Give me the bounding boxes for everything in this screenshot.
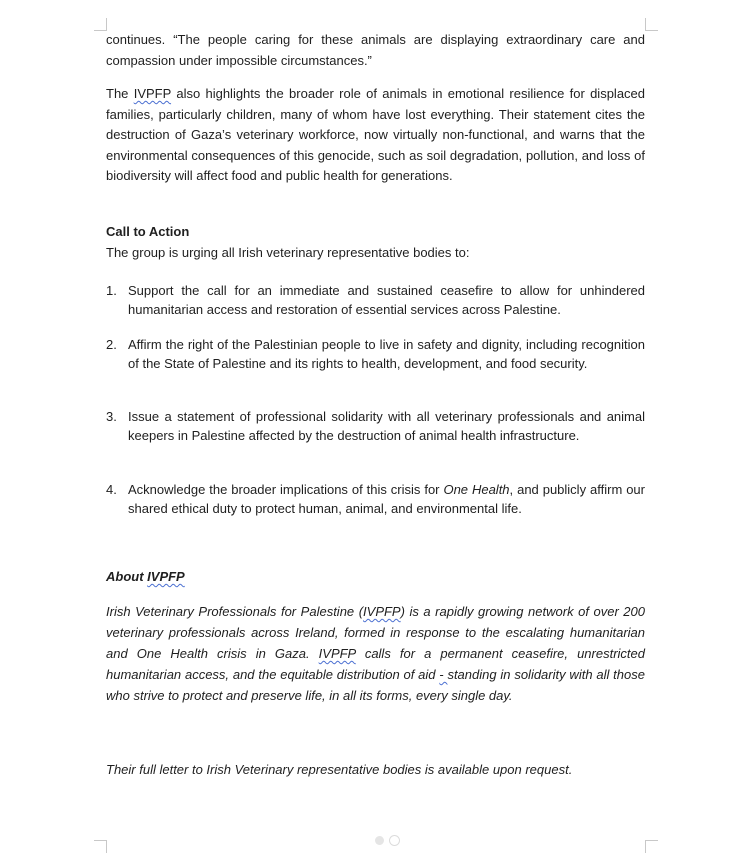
list-text-part: Acknowledge the broader implications of this crisis for xyxy=(128,482,444,497)
page-indicator xyxy=(375,836,399,845)
org-acronym: IVPFP xyxy=(147,569,185,584)
list-number: 4. xyxy=(106,482,117,497)
list-text xyxy=(128,481,645,518)
dash-mark: - xyxy=(439,667,448,682)
margin-corner-top-right xyxy=(645,18,658,31)
paragraph-text: The xyxy=(106,86,134,101)
org-acronym: IVPFP xyxy=(318,646,356,661)
list-text: Affirm the right of the Palestinian people to live in safety and dignity, including recognition of the State of Palestine and its rights to health, development, and food security. xyxy=(128,337,645,371)
org-acronym: IVPFP xyxy=(363,604,401,619)
paragraph-broader-role xyxy=(106,84,645,187)
margin-corner-bottom-right xyxy=(645,840,658,853)
about-text: standing in solidarity with all those who strive to protect and preserve life, in all its forms, every single day. xyxy=(106,667,645,703)
about-paragraph xyxy=(106,601,645,706)
call-to-action-intro: The group is urging all Irish veterinary representative bodies to: xyxy=(106,245,470,260)
call-to-action-heading: Call to Action xyxy=(106,224,190,239)
page-dot-active[interactable] xyxy=(390,836,399,845)
list-number: 1. xyxy=(106,283,117,298)
about-text: ) is a rapidly growing network of over 200 veterinary professionals across Ireland, formed in response to the escalating humanitarian and One Health crisis in Gaza. xyxy=(106,604,645,661)
margin-corner-bottom-left xyxy=(94,840,107,853)
page-dot[interactable] xyxy=(375,836,384,845)
list-text: Issue a statement of professional solidarity with all veterinary professionals and animal keepers in Palestine affected by the destruction of animal health infrastructure. xyxy=(128,409,645,443)
about-heading-text: About xyxy=(106,569,148,584)
list-item xyxy=(106,336,645,373)
list-text: Support the call for an immediate and sustained ceasefire to allow for unhindered humanitarian access and restoration of essential services across Palestine. xyxy=(128,283,645,317)
list-number: 3. xyxy=(106,409,117,424)
list-item xyxy=(106,481,645,518)
paragraph-quote-continuation: continues. “The people caring for these animals are displaying extraordinary care and compassion under impossible circumstances.” xyxy=(106,32,645,68)
list-number: 2. xyxy=(106,337,117,352)
org-acronym: IVPFP xyxy=(133,86,172,101)
about-text: Irish Veterinary Professionals for Palestine ( xyxy=(106,604,364,619)
list-text-part: , and publicly affirm our shared ethical duty to protect human, animal, and environmental life. xyxy=(128,482,645,516)
list-item xyxy=(106,282,645,319)
closing-note: Their full letter to Irish Veterinary representative bodies is available upon request. xyxy=(106,762,573,777)
about-heading xyxy=(106,569,185,584)
about-text: calls for a permanent ceasefire, unrestricted humanitarian access, and the equitable distribution of aid xyxy=(106,646,645,682)
one-health-term: One Health xyxy=(443,482,510,497)
list-item xyxy=(106,408,645,445)
paragraph-text: also highlights the broader role of animals in emotional resilience for displaced families, particularly children, many of whom have lost everything. Their statement cites the destruction of Gaza’s veterinary workforce, now virtually non-functional, and warns that the environmental consequences of this genocide, such as soil degradation, pollution, and loss of biodiversity will affect food and public health for generations. xyxy=(106,86,646,183)
